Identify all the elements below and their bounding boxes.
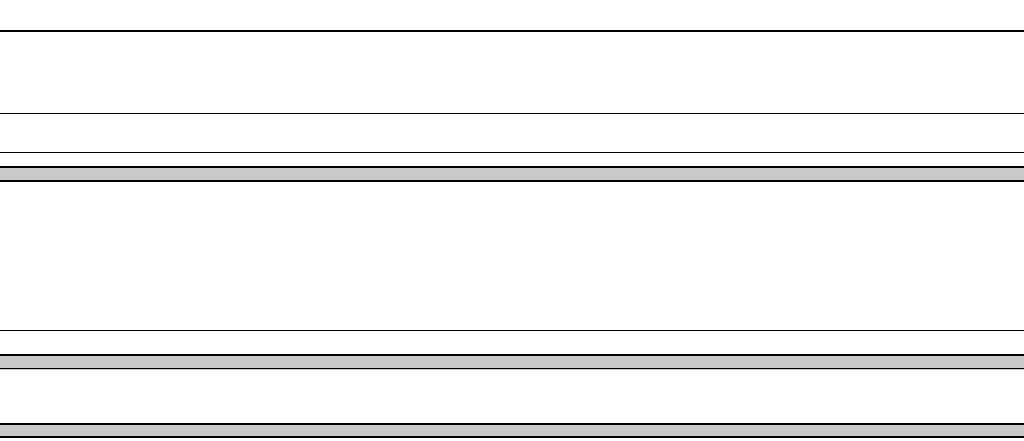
opex-band-bottom-rule [0, 180, 1024, 182]
total-gross-top-rule [0, 113, 1024, 114]
total-expenses-top-rule [0, 330, 1024, 331]
cash-flow-bottom-rule [0, 436, 1024, 438]
egi-bottom-rule [0, 152, 1024, 153]
header-bottom-rule [0, 30, 1024, 32]
noi-band-bottom-rule [0, 368, 1024, 369]
